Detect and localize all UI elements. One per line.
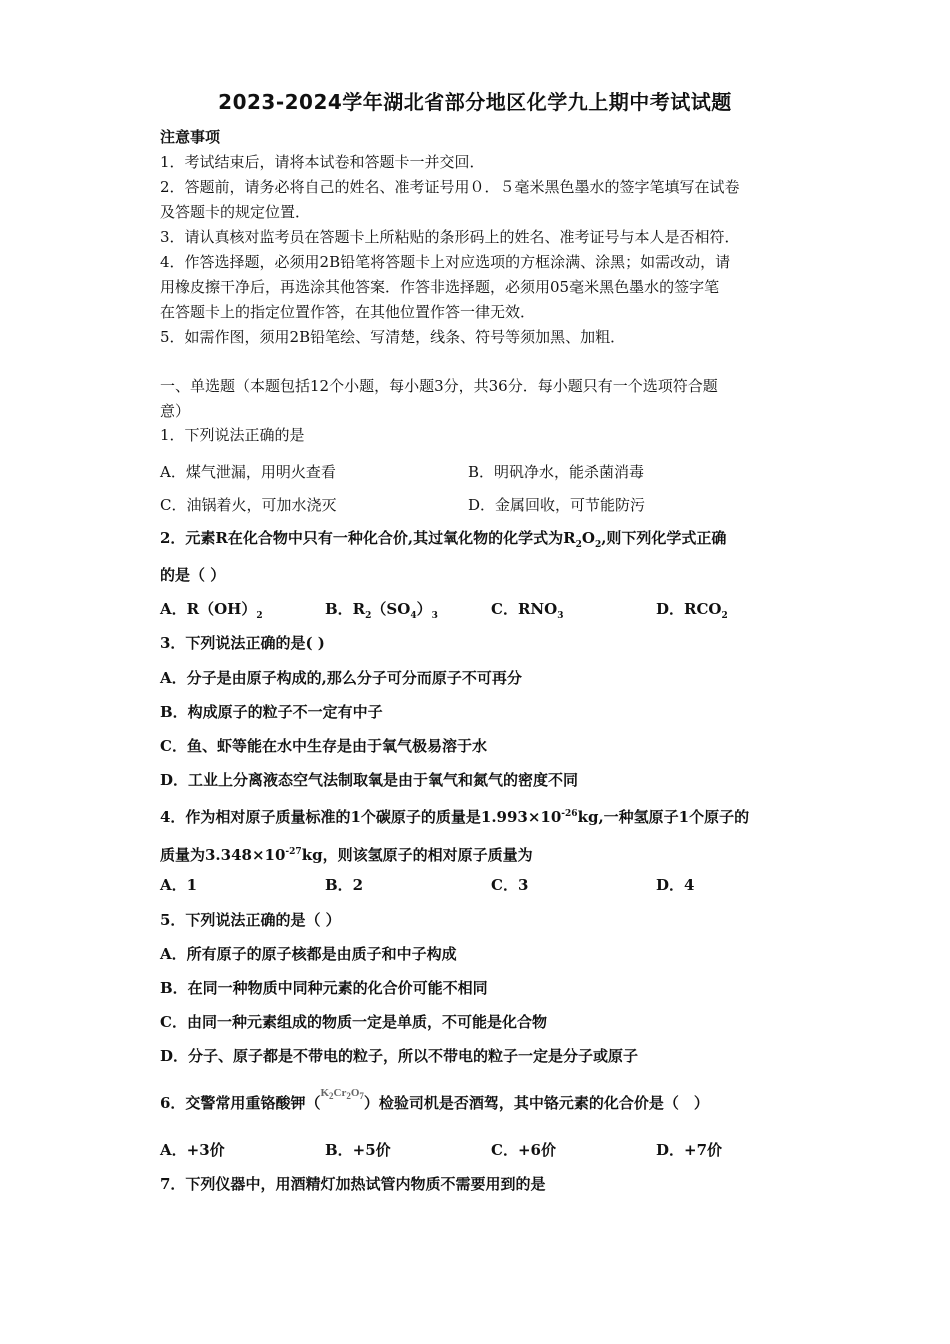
q5-option-b: B．在同一种物质中同种元素的化合价可能不相同 [160,979,488,997]
notice-item-2: 2．答题前，请务必将自己的姓名、准考证号用０．５毫米黑色墨水的签字笔填写在试卷 [160,178,740,196]
q3-stem: 3．下列说法正确的是( ) [160,634,325,652]
q4-option-a: A．1 [160,876,198,894]
q6-option-d: D．+7价 [656,1141,723,1159]
q7-stem: 7．下列仪器中，用酒精灯加热试管内物质不需要用到的是 [160,1175,546,1193]
q6-formula: K2Cr2O7 [320,1087,364,1102]
q3-option-c: C．鱼、虾等能在水中生存是由于氧气极易溶于水 [160,737,487,755]
q4-stem: 4．作为相对原子质量标准的1个碳原子的质量是$1.993\times 10^{-26}kg$,一种氢原子1个原子的 [160,808,750,826]
section-heading: 一、单选题（本题包括12个小题，每小题3分，共36分．每小题只有一个选项符合题 [160,377,718,395]
q4-stem-cont: 质量为$3.348\times 10^{-27}kg$，则该氢原子的相对原子质量为 [160,846,533,864]
q2-stem: 2．元素R在化合物中只有一种化合价,其过氧化物的化学式为$R_2O_2$,则下列化学式正确 [160,529,727,550]
notice-item-4-cont: 用橡皮擦干净后，再选涂其他答案．作答非选择题，必须用05毫米黑色墨水的签字笔 [160,278,720,296]
q1-option-d: D．金属回收，可节能防污 [468,496,646,514]
q3-option-a: A．分子是由原子构成的,那么分子可分而原子不可再分 [160,669,522,687]
q5-stem: 5．下列说法正确的是（ ） [160,911,341,929]
q6-option-c: C．+6价 [491,1141,556,1159]
notice-item-1: 1．考试结束后，请将本试卷和答题卡一并交回． [160,153,485,171]
notice-item-4: 4．作答选择题，必须用2B铅笔将答题卡上对应选项的方框涂满、涂黑；如需改动，请 [160,253,731,271]
notice-heading: 注意事项 [160,128,221,146]
q3-option-b: B．构成原子的粒子不一定有中子 [160,703,383,721]
q4-option-d: D．4 [656,876,695,894]
q1-option-b: B．明矾净水，能杀菌消毒 [468,463,645,481]
notice-item-5: 5．如需作图，须用2B铅笔绘、写清楚，线条、符号等须加黑、加粗． [160,328,626,346]
q1-option-c: C．油锅着火，可加水浇灭 [160,496,337,514]
q1-stem: 1．下列说法正确的是 [160,426,305,444]
q2-option-d: D．$RCO_2$ [656,600,728,621]
q2-option-a: A．$R(OH)_2$ [160,600,263,621]
q5-option-d: D．分子、原子都是不带电的粒子，所以不带电的粒子一定是分子或原子 [160,1047,639,1065]
page-title: 2023-2024学年湖北省部分地区化学九上期中考试试题 [218,90,732,114]
q5-option-a: A．所有原子的原子核都是由质子和中子构成 [160,945,457,963]
q3-option-d: D．工业上分离液态空气法制取氧是由于氧气和氮气的密度不同 [160,771,579,789]
q2-option-c: C．$RNO_3$ [491,600,564,621]
section-heading-cont: 意） [160,402,191,420]
notice-item-3: 3．请认真核对监考员在答题卡上所粘贴的条形码上的姓名、准考证号与本人是否相符． [160,228,740,246]
q4-option-b: B．2 [325,876,364,894]
q5-option-c: C．由同一种元素组成的物质一定是单质，不可能是化合物 [160,1013,547,1031]
q2-stem-cont: 的是（ ） [160,566,226,584]
q6-option-a: A．+3价 [160,1141,225,1159]
q6-stem: 6．交警常用重铬酸钾（$^{K_2Cr_2O_7}$）检验司机是否酒驾，其中铬元素的化合价是（ ） [160,1087,709,1112]
q6-option-b: B．+5价 [325,1141,391,1159]
q2-option-b: B．$R_2(SO_4)_3$ [325,600,438,621]
q1-option-a: A．煤气泄漏，用明火查看 [160,463,336,481]
notice-item-4-cont2: 在答题卡上的指定位置作答，在其他位置作答一律无效． [160,303,536,321]
notice-item-2-cont: 及答题卡的规定位置． [160,203,311,221]
q4-option-c: C．3 [491,876,529,894]
